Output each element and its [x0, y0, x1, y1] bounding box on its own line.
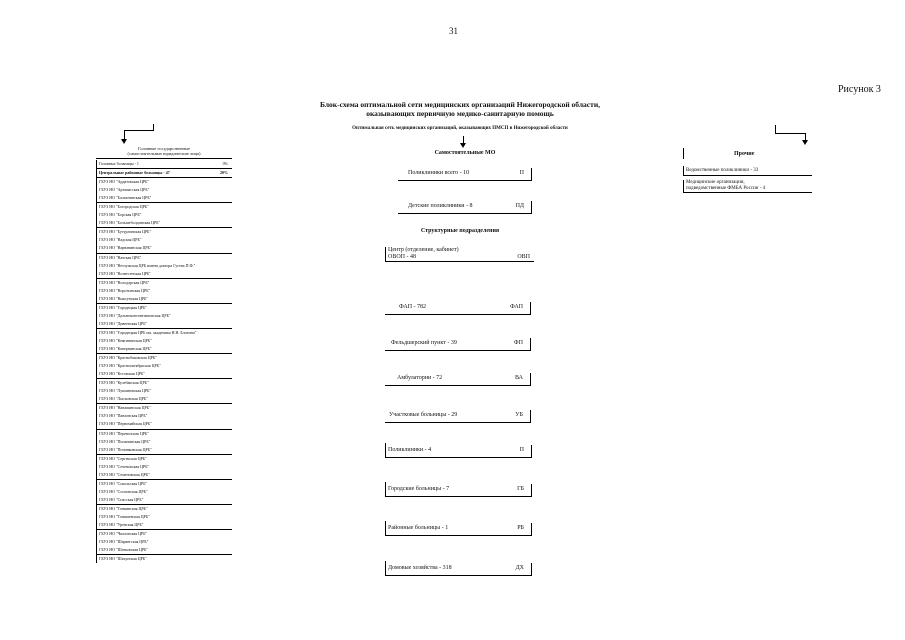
- diagram-subtitle: Оптимальная сеть медицинских организаций, оказывающих ПМСП в Нижегородской области: [352, 126, 568, 131]
- box-ovp-code: ОВП: [517, 254, 530, 260]
- left-list-item: ГБУЗ НО "Пильнинская ЦРБ": [96, 438, 232, 446]
- left-list-item: ГБУЗ НО "Кулебакская ЦРБ": [96, 379, 232, 387]
- left-list-item: ГБУЗ НО "Тонкинская ЦРБ": [96, 505, 232, 513]
- left-list-item: ГБУЗ НО "Городецкая ЦРБ": [96, 304, 232, 312]
- box-ovp: [385, 247, 534, 262]
- left-list-item: ГБУЗ НО "Кстовская ЦРБ": [96, 370, 232, 379]
- box-fap-bar: [530, 302, 531, 314]
- left-list-item: ГБУЗ НО "Варнавинская ЦРБ": [96, 244, 232, 253]
- left-list-item: ГБУЗ НО "Навашинская ЦРБ": [96, 404, 232, 412]
- box-ub-code: УБ: [515, 412, 523, 418]
- box-polyclinics-code: П: [519, 170, 524, 176]
- box-va-label: Амбулатории - 72: [397, 375, 443, 381]
- box-va: [385, 371, 531, 386]
- left-list-item: ГБУЗ НО "Дивеевская ЦРБ": [96, 320, 232, 329]
- box-rb-code: РБ: [517, 525, 524, 531]
- left-list-item: ГБУЗ НО "Перевозская ЦРБ": [96, 430, 232, 438]
- box-ub-bar: [530, 410, 531, 422]
- title-line-2: оказывающих первичную медико-санитарную помощь: [366, 109, 554, 118]
- left-divider: [96, 158, 232, 159]
- left-arrow-up: [153, 124, 154, 131]
- left-list-item: ГБУЗ НО "Тоншаевская ЦРБ": [96, 513, 232, 521]
- box-va-bar: [530, 373, 531, 385]
- left-hospital-list: [96, 178, 232, 563]
- left-list-item: ГБУЗ НО "Борская ЦРБ": [96, 211, 232, 219]
- left-list-item: ГБУЗ НО "Первомайская ЦРБ": [96, 420, 232, 429]
- box-dh-label: Домовые хозяйства - 318: [388, 565, 452, 571]
- left-item-hospitals: [96, 169, 232, 178]
- box-dh-code: ДХ: [515, 565, 524, 571]
- other-item-departmental-label: Ведомственные поликлиники - 33: [686, 168, 759, 173]
- box-ovp-line-2: ОВОП - 48: [388, 254, 416, 260]
- box-children-polyclinics: [398, 199, 532, 214]
- box-pol-code: П: [519, 447, 524, 453]
- left-list-item: ГБУЗ НО "Лысковская ЦРБ": [96, 395, 232, 404]
- box-children-polyclinics-bar: [531, 201, 532, 213]
- other-item-fmba: [683, 180, 812, 193]
- left-list-item: ГБУЗ НО "Краснооктябрьская ЦРБ": [96, 362, 232, 370]
- box-rb: [385, 521, 532, 536]
- box-ovp-row: [388, 254, 534, 261]
- box-dh-bar: [531, 563, 532, 575]
- left-list-item: ГБУЗ НО "Дальнеконстантиновская ЦРБ": [96, 312, 232, 320]
- box-gb: [385, 482, 532, 497]
- box-rb-label: Районные больницы - 1: [388, 525, 449, 531]
- left-list-item: ГБУЗ НО "Починковская ЦРБ": [96, 446, 232, 455]
- right-arrow-line: [775, 133, 805, 134]
- left-item-count-pct: 0%: [222, 161, 228, 166]
- box-fap-code: ФАП: [509, 304, 523, 310]
- left-list-item: ГБУЗ НО "Вачская ЦРБ": [96, 254, 232, 262]
- left-list-item: ГБУЗ НО "Большеболдинская ЦРБ": [96, 219, 232, 228]
- other-item-fmba-line-2: подведомственные ФМБА России - 4: [686, 186, 766, 191]
- box-gb-code: ГБ: [517, 486, 524, 492]
- diagram-title: [250, 100, 670, 118]
- left-list-item: ГБУЗ НО "Шахунская ЦРБ": [96, 555, 232, 563]
- left-list-item: ГБУЗ НО "Вознесенская ЦРБ": [96, 270, 232, 279]
- box-children-polyclinics-label: Детские поликлиники - 8: [408, 203, 473, 209]
- box-gb-label: Городские больницы - 7: [388, 486, 450, 492]
- box-pol: [385, 443, 532, 458]
- left-list-item: ГБУЗ НО "Городецкая ЦРБ им. академика Н.Н. Блохина": [96, 329, 232, 337]
- box-children-polyclinics-code: ПД: [515, 203, 524, 209]
- left-list-item: ГБУЗ НО "Сеченовская ЦРБ": [96, 463, 232, 471]
- left-list-item: ГБУЗ НО "Шарангская ЦРБ": [96, 538, 232, 546]
- left-list-item: ГБУЗ НО "Ветлужская ЦРБ имени доктора Гусева П.Ф.": [96, 262, 232, 270]
- title-line-1: Блок-схема оптимальной сети медицинских организаций Нижегородской области,: [319, 100, 601, 109]
- box-va-code: ВА: [515, 375, 523, 381]
- box-pol-bar: [531, 445, 532, 457]
- left-list-item: ГБУЗ НО "Ардатовская ЦРБ": [96, 178, 232, 186]
- structural-header: Структурные подразделения: [420, 228, 500, 234]
- page-number: 31: [449, 26, 458, 36]
- other-item-departmental: [683, 166, 812, 176]
- left-item-count: [96, 160, 232, 169]
- left-header-line-2: (самостоятельные юридические лица): [127, 151, 201, 156]
- box-polyclinics-bar: [531, 168, 532, 180]
- box-fp-code: ФП: [513, 340, 523, 346]
- left-column: [96, 145, 232, 563]
- left-list-item: ГБУЗ НО "Краснобаковская ЦРБ": [96, 354, 232, 362]
- box-ovp-line-1: Центр (отделение, кабинет): [388, 247, 459, 253]
- left-list-item: ГБУЗ НО "Сосновская ЦРБ": [96, 488, 232, 496]
- left-list-item: ГБУЗ НО "Балахнинская ЦРБ": [96, 194, 232, 203]
- box-gb-bar: [531, 484, 532, 496]
- left-arrow-line: [124, 130, 154, 131]
- box-polyclinics: [398, 166, 532, 181]
- right-arrow-up: [775, 125, 776, 133]
- left-list-item: ГБУЗ НО "Павловская ЦРБ": [96, 412, 232, 420]
- left-list-item: ГБУЗ НО "Ковернинская ЦРБ": [96, 345, 232, 354]
- left-list-item: ГБУЗ НО "Семеновская ЦРБ": [96, 471, 232, 480]
- box-ub: [385, 408, 531, 423]
- left-list-item: ГБУЗ НО "Лукояновская ЦРБ": [96, 387, 232, 395]
- left-list-item: ГБУЗ НО "Спасская ЦРБ": [96, 496, 232, 505]
- left-header-line-1: Головные государственные: [137, 146, 190, 151]
- left-list-item: ГБУЗ НО "Вадская ЦРБ": [96, 236, 232, 244]
- left-list-item: ГБУЗ НО "Сергачская ЦРБ": [96, 455, 232, 463]
- left-header: [96, 145, 232, 158]
- box-ub-label: Участковые больницы - 29: [389, 412, 458, 418]
- left-item-hospitals-label: Центральные районные больницы - 47: [99, 170, 170, 176]
- left-list-item: ГБУЗ НО "Воротынская ЦРБ": [96, 287, 232, 295]
- left-list-item: ГБУЗ НО "Чкаловская ЦРБ": [96, 530, 232, 538]
- left-list-item: ГБУЗ НО "Княгининская ЦРБ": [96, 337, 232, 345]
- box-pol-label: Поликлиники - 4: [388, 447, 432, 453]
- left-list-item: ГБУЗ НО "Уренская ЦРБ": [96, 521, 232, 530]
- box-polyclinics-label: Поликлиники всего - 10: [408, 170, 470, 176]
- left-list-item: ГБУЗ НО "Шатковская ЦРБ": [96, 546, 232, 555]
- box-fp-bar: [530, 338, 531, 350]
- left-arrowhead: [121, 139, 127, 144]
- left-list-item: ГБУЗ НО "Арзамасская ЦРБ": [96, 186, 232, 194]
- left-list-item: ГБУЗ НО "Богородская ЦРБ": [96, 203, 232, 211]
- box-dh: [385, 561, 532, 576]
- right-arrowhead: [802, 140, 808, 145]
- other-item-fmba-line-1: Медицинские организации,: [686, 180, 745, 185]
- left-item-count-label: Головных больницы - 1: [99, 161, 139, 166]
- figure-label: Рисунок 3: [838, 84, 881, 95]
- box-fap-label: ФАП - 782: [399, 304, 427, 310]
- left-list-item: ГБУЗ НО "Выксунская ЦРБ": [96, 295, 232, 304]
- left-list-item: ГБУЗ НО "Володарская ЦРБ": [96, 279, 232, 287]
- independent-header: Самостоятельные МО: [434, 150, 496, 156]
- left-list-item: ГБУЗ НО "Сокольская ЦРБ": [96, 480, 232, 488]
- other-header: Прочие: [734, 151, 755, 157]
- box-fp-label: Фельдшерский пункт - 39: [391, 340, 457, 346]
- center-arrowhead: [460, 143, 466, 148]
- box-fap: [385, 300, 531, 315]
- other-header-bar: [683, 148, 684, 159]
- left-list-item: ГБУЗ НО "Бутурлинская ЦРБ": [96, 228, 232, 236]
- box-rb-bar: [531, 523, 532, 535]
- box-fp: [385, 336, 531, 351]
- left-item-hospitals-pct: 20%: [220, 170, 228, 176]
